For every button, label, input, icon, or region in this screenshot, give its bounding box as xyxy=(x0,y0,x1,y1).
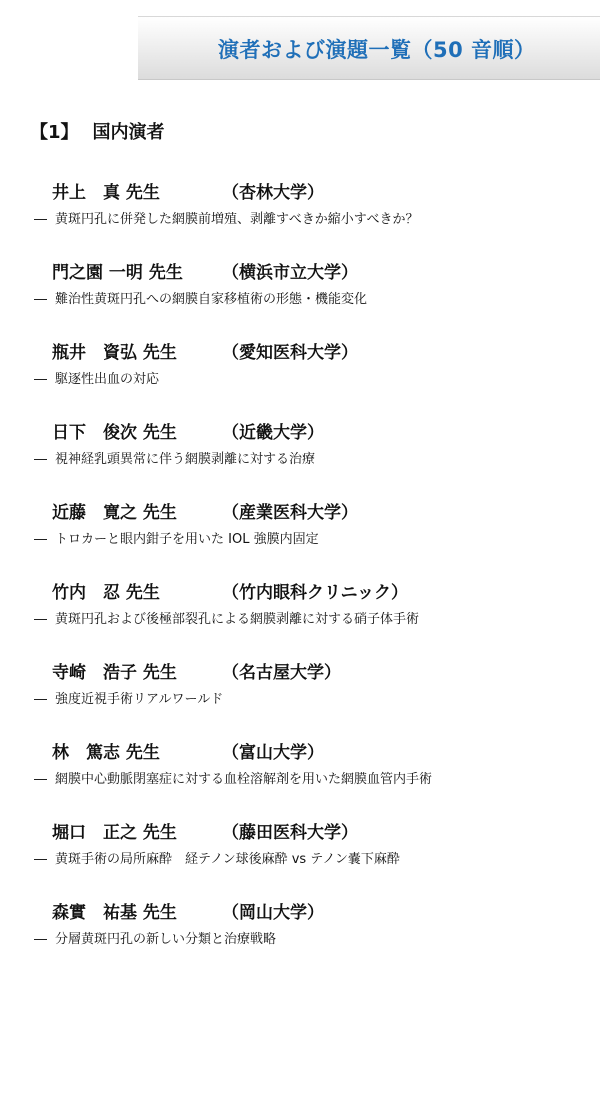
speaker-item xyxy=(34,818,592,898)
speaker-affiliation: （愛知医科大学） xyxy=(222,343,358,363)
dash: ― xyxy=(34,612,47,627)
speaker-affiliation: （藤田医科大学） xyxy=(222,823,358,843)
section-heading xyxy=(30,118,165,144)
speaker-affiliation: （竹内眼科クリニック） xyxy=(222,583,408,603)
dash: ― xyxy=(34,692,47,707)
speaker-item xyxy=(34,578,592,658)
speaker-affiliation: （杏林大学） xyxy=(222,183,324,203)
speaker-topic: 難治性黄斑円孔への網膜自家移植術の形態・機能変化 xyxy=(55,292,368,307)
speaker-affiliation: （富山大学） xyxy=(222,743,324,763)
dash: ― xyxy=(34,532,47,547)
speaker-affiliation: （産業医科大学） xyxy=(222,503,358,523)
speaker-affiliation: （近畿大学） xyxy=(222,423,324,443)
speaker-item xyxy=(34,258,592,338)
speaker-name: 門之園 一明 先生 xyxy=(52,263,183,283)
speaker-affiliation: （岡山大学） xyxy=(222,903,324,923)
speaker-topic: 網膜中心動脈閉塞症に対する血栓溶解剤を用いた網膜血管内手術 xyxy=(55,772,433,787)
speaker-name: 竹内 忍 先生 xyxy=(52,583,160,603)
speaker-item xyxy=(34,338,592,418)
speaker-name: 寺崎 浩子 先生 xyxy=(52,663,177,683)
speaker-topic: 視神経乳頭異常に伴う網膜剥離に対する治療 xyxy=(55,452,316,467)
speaker-name: 瓶井 資弘 先生 xyxy=(52,343,177,363)
speaker-name: 堀口 正之 先生 xyxy=(52,823,177,843)
speaker-topic: 黄斑円孔および後極部裂孔による網膜剥離に対する硝子体手術 xyxy=(55,612,420,627)
speaker-item xyxy=(34,658,592,738)
speaker-topic: 分層黄斑円孔の新しい分類と治療戦略 xyxy=(55,932,277,947)
speaker-topic: 駆逐性出血の対応 xyxy=(55,372,160,387)
speaker-topic: トロカーと眼内鉗子を用いた IOL 強膜内固定 xyxy=(55,532,319,547)
speaker-name: 森實 祐基 先生 xyxy=(52,903,177,923)
dash: ― xyxy=(34,292,47,307)
page-title: 演者および演題一覧（50 音順） xyxy=(218,38,536,62)
dash: ― xyxy=(34,852,47,867)
speaker-topic: 強度近視手術リアルワールド xyxy=(55,692,224,707)
dash: ― xyxy=(34,212,47,227)
speaker-affiliation: （名古屋大学） xyxy=(222,663,341,683)
dash: ― xyxy=(34,932,47,947)
speaker-affiliation: （横浜市立大学） xyxy=(222,263,358,283)
dash: ― xyxy=(34,452,47,467)
speaker-item xyxy=(34,178,592,258)
speaker-item xyxy=(34,498,592,578)
speaker-name: 近藤 寛之 先生 xyxy=(52,503,177,523)
speaker-name: 林 篤志 先生 xyxy=(52,743,160,763)
section-number: 【1】 xyxy=(30,122,79,143)
speaker-topic: 黄斑手術の局所麻酔 経テノン球後麻酔 vs テノン嚢下麻酔 xyxy=(55,852,400,867)
dash: ― xyxy=(34,372,47,387)
speaker-list xyxy=(34,178,592,978)
dash: ― xyxy=(34,772,47,787)
speaker-name: 日下 俊次 先生 xyxy=(52,423,177,443)
speaker-item xyxy=(34,738,592,818)
speaker-topic: 黄斑円孔に併発した網膜前増殖、剥離すべきか縮小すべきか？ xyxy=(55,212,419,227)
speaker-item xyxy=(34,898,592,978)
section-title: 国内演者 xyxy=(92,122,165,143)
speaker-name: 井上 真 先生 xyxy=(52,183,160,203)
speaker-item xyxy=(34,418,592,498)
